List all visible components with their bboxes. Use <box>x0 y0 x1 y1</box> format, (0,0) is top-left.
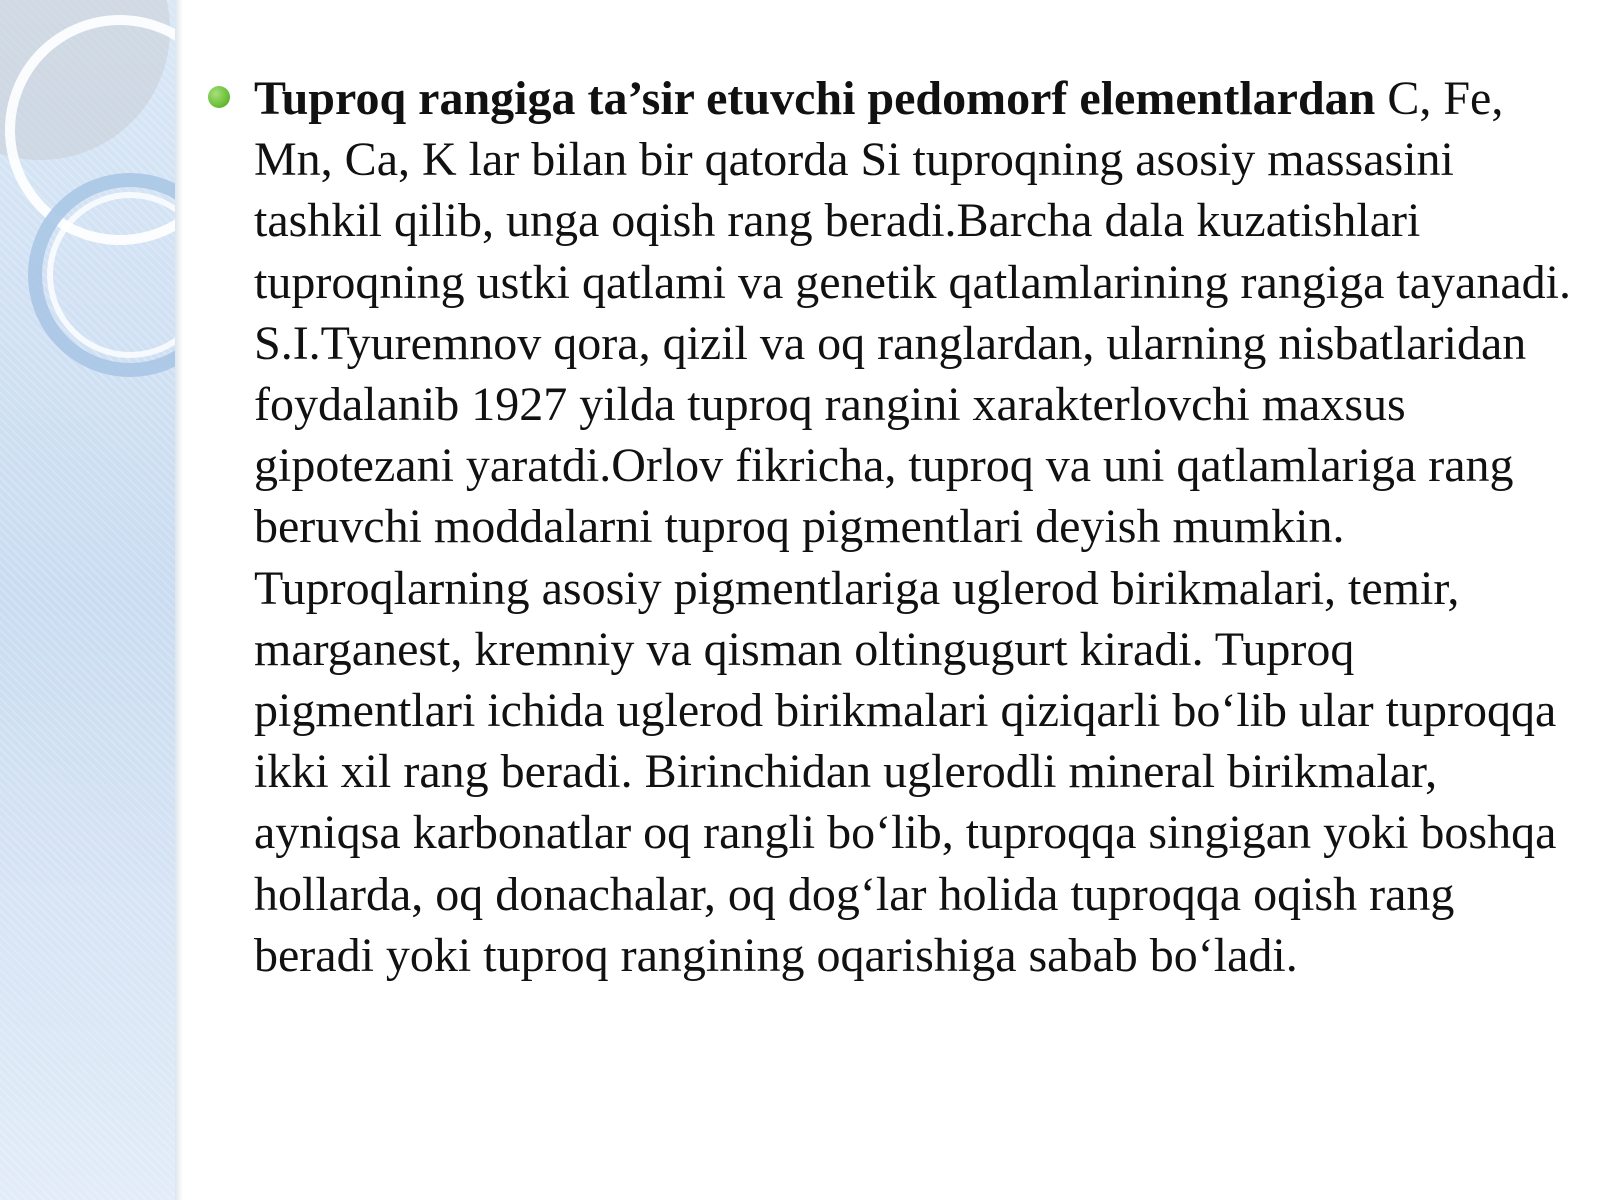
bullet-body-text: C, Fe, Mn, Ca, K lar bilan bir qatorda Si tuproqning asosiy massasini tashkil qilib, unga oqish rang beradi.Barcha dala kuzatishlari tuproqning ustki qatlami va genetik qatlamlarining rangiga tayanadi. S.I.Tyuremnov qora, qizil va oq ranglardan, ularning nisbatlaridan foydalanib 1927 yilda tuproq rangini xarakterlovchi maxsus gipotezani yaratdi.Orlov fikricha, tuproq va uni qatlamlariga rang beruvchi moddalarni tuproq pigmentlari deyish mumkin. Tuproqlarning asosiy pigmentlariga uglerod birikmalari, temir, marganest, kremniy va qisman oltingugurt kiradi. Tuproq pigmentlari ichida uglerod birikmalari qiziqarli bo‘lib ular tuproqqa ikki xil rang beradi. Birinchidan uglerodli mineral birikmalar, ayniqsa karbonatlar oq rangli bo‘lib, tuproqqa singigan yoki boshqa hollarda, oq donachalar, oq dog‘lar holida tuproqqa oqish rang beradi yoki tuproq rangining oqarishiga sabab bo‘ladi. <box>254 72 1571 982</box>
left-decorative-band <box>0 0 175 1200</box>
bullet-bold-lead: Tuproq rangiga ta’sir etuvchi pedomorf elementlardan <box>254 72 1376 125</box>
bullet-paragraph <box>254 68 1580 986</box>
decorative-circles-graphic <box>0 0 175 400</box>
band-edge-shadow <box>175 0 183 1200</box>
green-bullet-icon <box>208 86 230 108</box>
bullet-item <box>200 68 1580 986</box>
slide-content <box>200 68 1580 986</box>
